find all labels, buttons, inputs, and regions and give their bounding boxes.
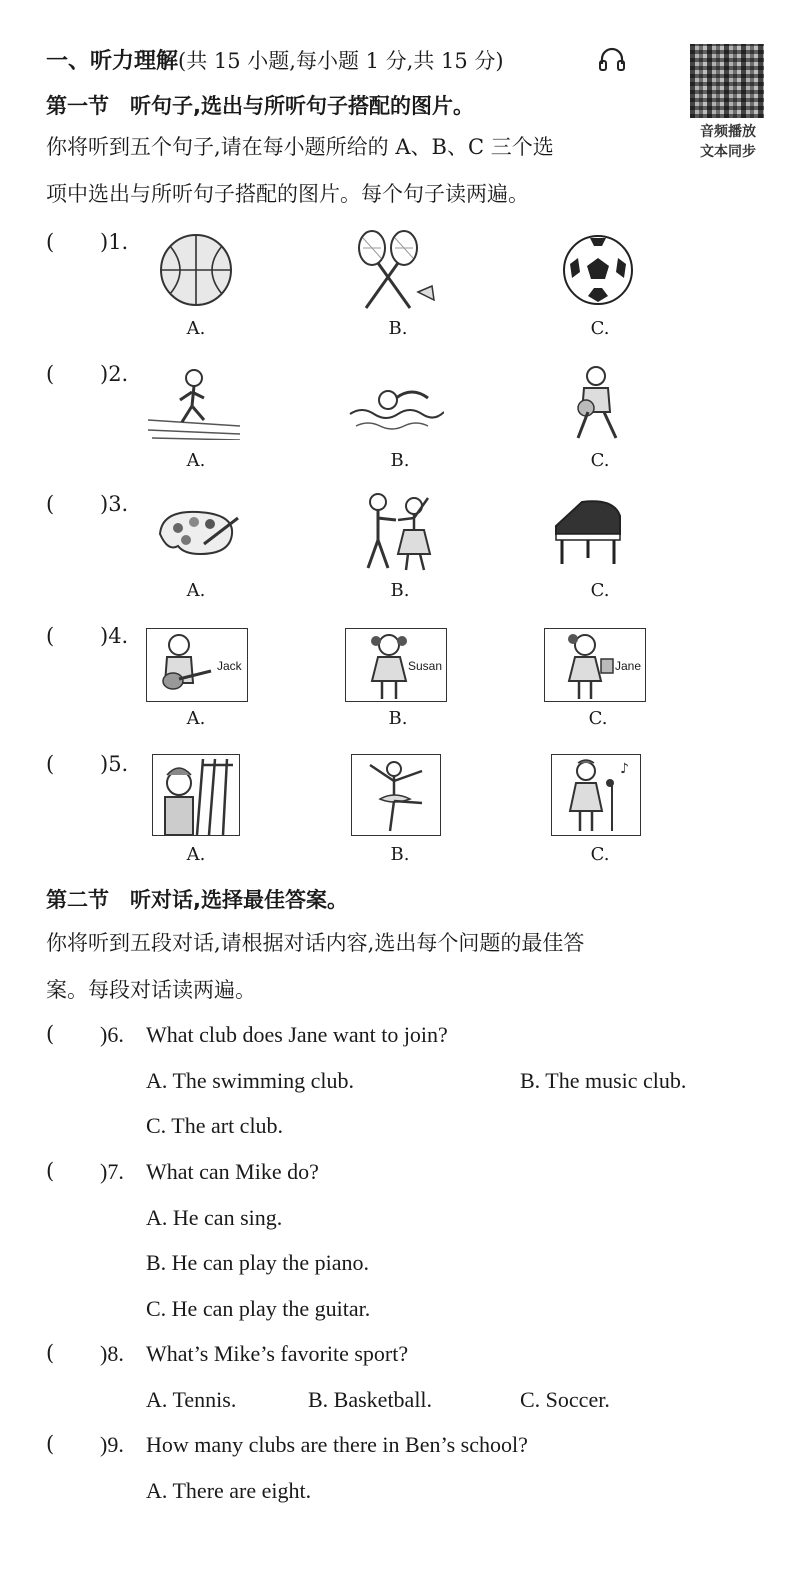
answer-paren[interactable]: ( xyxy=(46,624,55,648)
piano-image xyxy=(552,496,624,566)
question-number: )5. xyxy=(100,752,129,776)
question-number: )7. xyxy=(100,1159,124,1184)
option-label: C. xyxy=(590,580,610,601)
section-title-text: 一、听力理解 xyxy=(46,49,179,74)
answer-option[interactable]: B. He can play the piano. xyxy=(146,1250,369,1275)
option-label: B. xyxy=(390,844,410,865)
name-label: Jane xyxy=(615,659,642,673)
name-label: Susan xyxy=(408,659,443,673)
qr-caption-line: 文本同步 xyxy=(700,144,756,160)
answer-paren[interactable]: ( xyxy=(46,752,55,776)
girl-image xyxy=(364,631,414,701)
qr-caption xyxy=(680,122,776,162)
question-number: )9. xyxy=(100,1432,124,1457)
part2-instruction xyxy=(46,920,766,1014)
option-label: C. xyxy=(588,708,608,729)
answer-option[interactable]: A. He can sing. xyxy=(146,1205,283,1230)
answer-option[interactable]: C. The art club. xyxy=(146,1113,284,1138)
option-label: A. xyxy=(186,844,206,865)
question-text: What can Mike do? xyxy=(146,1159,319,1184)
susan-picture xyxy=(345,628,447,702)
option-label: C. xyxy=(590,450,610,471)
answer-option[interactable]: A. Tennis. xyxy=(146,1387,237,1412)
answer-option[interactable]: A. The swimming club. xyxy=(146,1068,354,1093)
answer-option[interactable]: B. The music club. xyxy=(520,1068,687,1093)
answer-option[interactable]: C. He can play the guitar. xyxy=(146,1296,371,1321)
painter-picture xyxy=(152,754,240,836)
girl-with-bag-image xyxy=(561,631,617,701)
answer-paren[interactable]: ( xyxy=(46,1159,55,1183)
qr-code[interactable] xyxy=(690,44,764,118)
part1-heading: 第一节 听句子,选出与所听句子搭配的图片。 xyxy=(46,94,474,118)
question-number: )8. xyxy=(100,1341,124,1366)
instruction-line: 你将听到五个句子,请在每小题所给的 A、B、C 三个选 xyxy=(46,135,554,159)
running-boy-image xyxy=(146,364,242,440)
part2-heading: 第二节 听对话,选择最佳答案。 xyxy=(46,888,348,912)
option-label: A. xyxy=(186,580,206,601)
instruction-line: 案。每段对话读两遍。 xyxy=(46,978,256,1002)
question-number: )6. xyxy=(100,1022,124,1047)
answer-option[interactable]: B. Basketball. xyxy=(308,1387,433,1412)
option-label: C. xyxy=(590,318,610,339)
dancing-couple-image xyxy=(350,490,440,574)
question-number: )2. xyxy=(100,362,129,386)
question-text: How many clubs are there in Ben’s school? xyxy=(146,1432,528,1457)
basketball-image xyxy=(158,232,234,308)
ballet-picture xyxy=(351,754,441,836)
headphones-icon xyxy=(598,46,626,72)
question-number: )4. xyxy=(100,624,129,648)
instruction-line: 你将听到五段对话,请根据对话内容,选出每个问题的最佳答 xyxy=(46,931,585,955)
option-label: B. xyxy=(388,318,408,339)
basketball-player-image xyxy=(562,364,632,444)
singing-girl-image xyxy=(552,755,640,835)
answer-option[interactable]: A. There are eight. xyxy=(146,1478,312,1503)
option-label: B. xyxy=(390,450,410,471)
option-label: C. xyxy=(590,844,610,865)
question-text: What’s Mike’s favorite sport? xyxy=(146,1341,409,1366)
jack-picture xyxy=(146,628,248,702)
section-title-detail: (共 15 小题,每小题 1 分,共 15 分) xyxy=(178,49,504,73)
part1-instruction xyxy=(46,124,686,218)
boy-with-guitar-image xyxy=(153,631,213,701)
section-title xyxy=(46,44,504,75)
instruction-line: 项中选出与所听句子搭配的图片。每个句子读两遍。 xyxy=(46,182,529,206)
option-label: A. xyxy=(186,708,206,729)
swimming-image xyxy=(348,380,444,434)
question-text: What club does Jane want to join? xyxy=(146,1022,448,1047)
option-label: B. xyxy=(390,580,410,601)
question-number: )1. xyxy=(100,230,129,254)
ballet-dancer-image xyxy=(352,755,440,835)
name-label: Jack xyxy=(217,659,242,673)
answer-paren[interactable]: ( xyxy=(46,1432,55,1456)
question-number: )3. xyxy=(100,492,129,516)
option-label: A. xyxy=(186,318,206,339)
singer-picture xyxy=(551,754,641,836)
answer-paren[interactable]: ( xyxy=(46,362,55,386)
svg-text:♪: ♪ xyxy=(620,761,629,777)
paint-palette-image xyxy=(154,504,240,560)
answer-option[interactable]: C. Soccer. xyxy=(520,1387,610,1412)
answer-paren[interactable]: ( xyxy=(46,1341,55,1365)
option-label: A. xyxy=(186,450,206,471)
answer-paren[interactable]: ( xyxy=(46,492,55,516)
answer-paren[interactable]: ( xyxy=(46,1022,55,1046)
painting-girl-image xyxy=(153,755,239,835)
option-label: B. xyxy=(388,708,408,729)
answer-paren[interactable]: ( xyxy=(46,230,55,254)
jane-picture xyxy=(544,628,646,702)
badminton-image xyxy=(348,228,438,312)
qr-caption-line: 音频播放 xyxy=(700,124,756,140)
soccer-ball-image xyxy=(562,234,634,306)
